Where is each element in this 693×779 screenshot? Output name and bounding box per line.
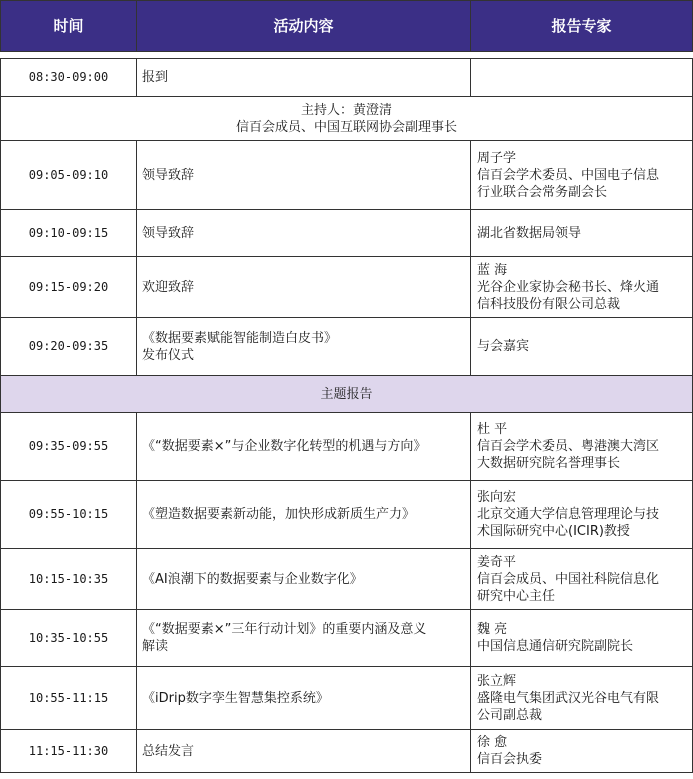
row-expert xyxy=(471,318,693,376)
row-time: 09:20-09:35 xyxy=(1,318,137,376)
expert-name: 杜 平 xyxy=(477,422,508,437)
expert-title: 信百会成员、中国社科院信息化 xyxy=(477,571,660,587)
row-content xyxy=(137,59,471,97)
expert-name: 蓝 海 xyxy=(477,262,508,278)
row-content-line: 领导致辞 xyxy=(142,167,195,183)
row-content xyxy=(137,413,471,481)
expert-name: 张向宏 xyxy=(477,490,517,505)
header-spacer xyxy=(1,52,693,59)
row-time: 11:15-11:30 xyxy=(1,730,137,773)
header-expert: 报告专家 xyxy=(471,1,693,52)
table-row xyxy=(1,59,693,97)
table-row xyxy=(1,667,693,730)
table-row xyxy=(1,730,693,773)
row-content-line: 《AI浪潮下的数据要素与企业数字化》 xyxy=(142,571,363,587)
table-row xyxy=(1,210,693,257)
table-row xyxy=(1,141,693,210)
expert-title: 术国际研究中心(ICIR)教授 xyxy=(477,524,630,539)
row-content xyxy=(137,667,471,730)
host-title: 信百会成员、中国互联网协会副理事长 xyxy=(235,119,457,135)
row-content xyxy=(137,481,471,549)
row-content-line: 《iDrip数字孪生智慧集控系统》 xyxy=(142,690,329,706)
host-cell xyxy=(1,97,693,141)
row-content-line: 《塑造数据要素新动能，加快形成新质生产力》 xyxy=(142,507,416,522)
expert-title: 公司副总裁 xyxy=(477,707,543,723)
expert-title: 研究中心主任 xyxy=(477,588,556,604)
expert-title: 信百会学术委员、粤港澳大湾区 xyxy=(477,439,660,454)
host-name: 主持人：黄澄清 xyxy=(300,102,392,118)
expert-title: 信百会学术委员、中国电子信息 xyxy=(477,167,660,183)
row-content-line: 《数据要素赋能智能制造白皮书》 xyxy=(142,330,338,346)
row-expert xyxy=(471,210,693,257)
table-row xyxy=(1,257,693,318)
row-content xyxy=(137,549,471,610)
row-content xyxy=(137,318,471,376)
expert-title: 盛隆电气集团武汉光谷电气有限 xyxy=(477,690,660,706)
row-expert xyxy=(471,481,693,549)
row-content xyxy=(137,610,471,667)
expert-title: 信科技股份有限公司总裁 xyxy=(477,296,621,312)
expert-name: 张立辉 xyxy=(477,673,517,689)
row-time: 09:55-10:15 xyxy=(1,481,137,549)
row-expert xyxy=(471,610,693,667)
row-content xyxy=(137,730,471,773)
expert-name: 湖北省数据局领导 xyxy=(477,225,582,241)
table-row xyxy=(1,549,693,610)
table-row xyxy=(1,413,693,481)
row-time: 09:05-09:10 xyxy=(1,141,137,210)
header-content: 活动内容 xyxy=(137,1,471,52)
row-expert xyxy=(471,667,693,730)
expert-title: 信百会执委 xyxy=(477,752,543,767)
header-time: 时间 xyxy=(1,1,137,52)
expert-title: 行业联合会常务副会长 xyxy=(477,184,608,200)
expert-name: 魏 亮 xyxy=(477,622,508,637)
row-content-line: 《“数据要素×”与企业数字化转型的机遇与方向》 xyxy=(142,439,427,454)
row-content xyxy=(137,141,471,210)
row-expert xyxy=(471,730,693,773)
row-content-line: 发布仪式 xyxy=(142,347,195,363)
expert-name: 与会嘉宾 xyxy=(477,339,530,354)
row-expert xyxy=(471,413,693,481)
expert-title: 大数据研究院名誉理事长 xyxy=(477,456,621,471)
row-content-line: 欢迎致辞 xyxy=(142,279,195,295)
expert-name: 周子学 xyxy=(477,150,517,166)
row-time: 09:15-09:20 xyxy=(1,257,137,318)
row-time: 08:30-09:00 xyxy=(1,59,137,97)
table-row xyxy=(1,481,693,549)
table-row xyxy=(1,318,693,376)
row-expert xyxy=(471,257,693,318)
row-content-line: 报到 xyxy=(142,70,169,85)
section-row xyxy=(1,376,693,413)
row-time: 09:35-09:55 xyxy=(1,413,137,481)
expert-title: 北京交通大学信息管理理论与技 xyxy=(477,507,660,522)
table-header-row xyxy=(1,1,693,52)
row-time: 10:15-10:35 xyxy=(1,549,137,610)
table-row xyxy=(1,610,693,667)
row-expert xyxy=(471,549,693,610)
row-time: 09:10-09:15 xyxy=(1,210,137,257)
row-content-line: 《“数据要素×”三年行动计划》的重要内涵及意义 xyxy=(142,622,427,637)
row-content-line: 总结发言 xyxy=(142,743,195,759)
expert-name: 姜奇平 xyxy=(477,554,517,570)
row-expert xyxy=(471,141,693,210)
host-row xyxy=(1,97,693,141)
row-content-line: 领导致辞 xyxy=(142,225,195,241)
expert-title: 光谷企业家协会秘书长、烽火通 xyxy=(477,279,660,295)
section-title: 主题报告 xyxy=(1,376,693,413)
row-expert xyxy=(471,59,693,97)
row-time: 10:35-10:55 xyxy=(1,610,137,667)
expert-name: 徐 愈 xyxy=(477,735,508,750)
row-time: 10:55-11:15 xyxy=(1,667,137,730)
row-content-line: 解读 xyxy=(142,639,169,654)
header-spacer-row xyxy=(1,52,693,59)
row-content xyxy=(137,210,471,257)
row-content xyxy=(137,257,471,318)
expert-title: 中国信息通信研究院副院长 xyxy=(477,639,634,654)
